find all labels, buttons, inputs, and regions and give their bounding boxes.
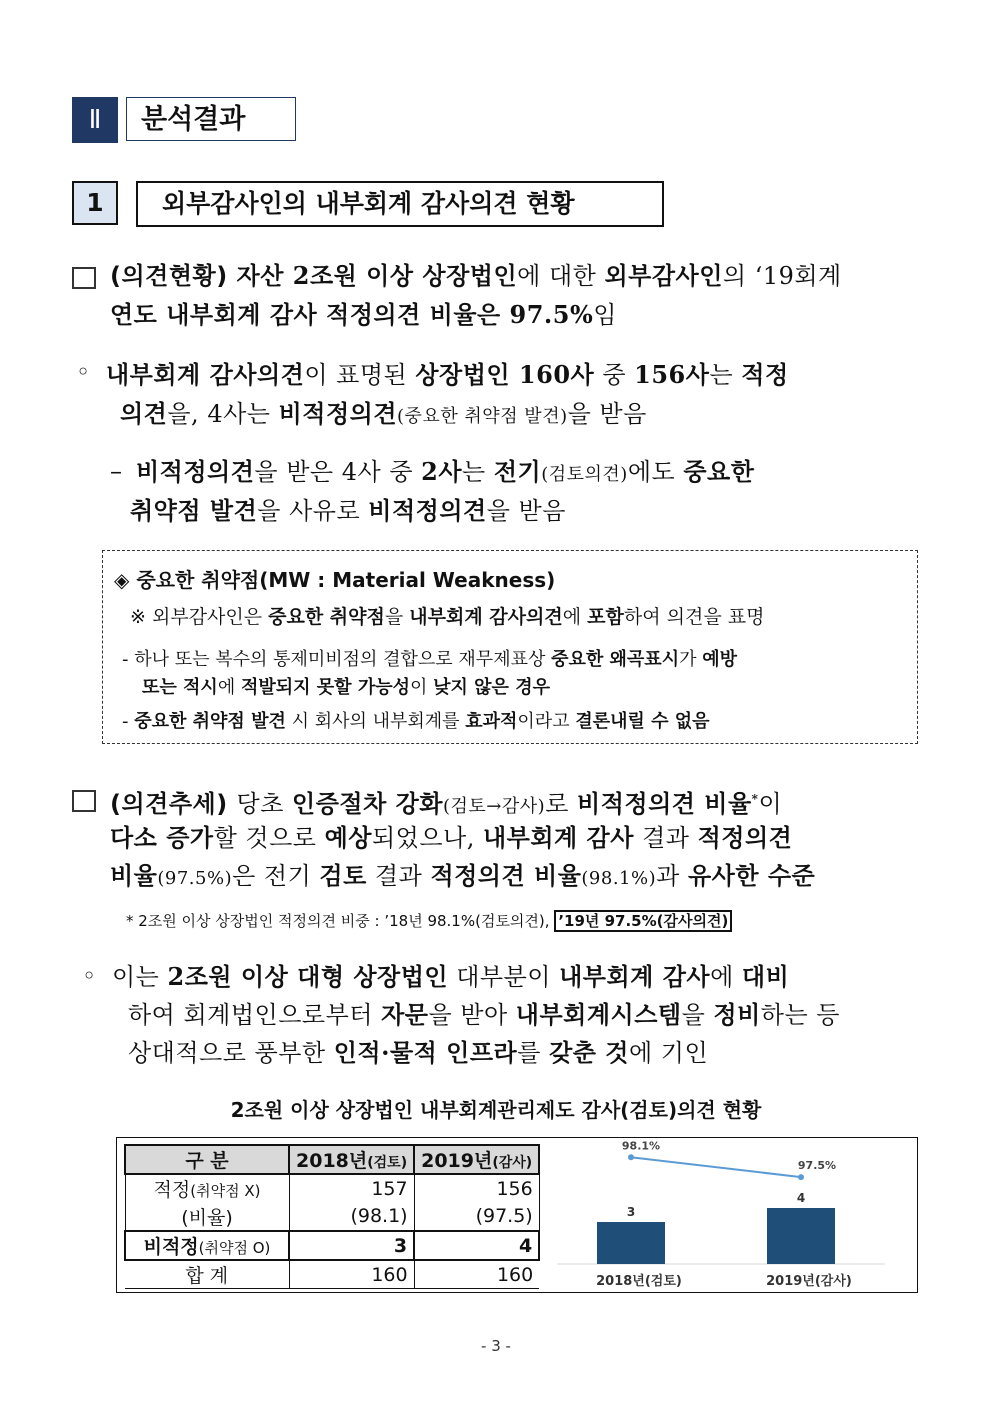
box-title: ◈ 중요한 취약점(MW : Material Weakness) <box>114 568 556 592</box>
p2-bullet: ◦ <box>76 358 91 386</box>
box-item2: - 중요한 취약점 발견 시 회사의 내부회계를 효과적이라고 결론내릴 수 없음 <box>122 711 710 732</box>
cell: 4 <box>414 1231 539 1260</box>
square-bullet-icon <box>72 790 96 812</box>
header-label: 구 분 <box>125 1145 289 1174</box>
row-label-ratio: (비율) <box>125 1202 289 1231</box>
line-data-label: 98.1% <box>621 1140 661 1153</box>
opinion-table <box>124 1144 540 1289</box>
table-row <box>125 1202 539 1231</box>
line-point <box>798 1174 804 1180</box>
table-title: 2조원 이상 상장법인 내부회계관리제도 감사(검토)의견 현황 <box>230 1098 762 1122</box>
cell: (98.1) <box>289 1202 414 1231</box>
row-label-inappropriate: 비적정(취약점 O) <box>125 1231 289 1260</box>
subsection-title: 외부감사인의 내부회계 감사의견 현황 <box>136 181 664 227</box>
cell: 160 <box>414 1260 539 1289</box>
box-item1-line2: 또는 적시에 적발되지 못할 가능성이 낮지 않은 경우 <box>142 677 550 698</box>
row-label-appropriate: 적정(취약점 X) <box>125 1174 289 1202</box>
table-header-row <box>125 1145 539 1174</box>
p2-line1: 내부회계 감사의견이 표명된 상장법인 160사 중 156사는 적정 <box>106 360 789 389</box>
chart-line-series <box>631 1157 801 1177</box>
p2-line2: 의견을, 4사는 비적정의견(중요한 취약점 발견)을 받음 <box>120 399 647 428</box>
line-data-label: 97.5% <box>797 1159 837 1173</box>
p3-bullet: – <box>110 457 123 485</box>
p4-line2: 다소 증가할 것으로 예상되었으나, 내부회계 감사 결과 적정의견 <box>110 823 793 852</box>
chart-bar <box>597 1222 665 1264</box>
cell: (97.5) <box>414 1202 539 1231</box>
footnote: * 2조원 이상 상장법인 적정의견 비중 : ’18년 98.1%(검토의견), ’19년 97.5%(감사의견) <box>126 910 732 931</box>
p5-line3: 상대적으로 풍부한 인적·물적 인프라를 갖춘 것에 기인 <box>128 1038 709 1067</box>
header-2019: 2019년(감사) <box>414 1145 539 1174</box>
bar-data-label: 3 <box>626 1205 636 1219</box>
section-title: 분석결과 <box>126 97 296 141</box>
section-number: Ⅱ <box>72 97 118 143</box>
opinion-chart <box>525 1140 915 1290</box>
square-bullet-icon <box>72 267 96 289</box>
table-row <box>125 1260 539 1289</box>
p4-line1: (의견추세) 당초 인증절차 강화(검토→감사)로 비적정의견 비율*이 <box>110 789 783 818</box>
bar-data-label: 4 <box>796 1191 806 1205</box>
line-point <box>628 1154 634 1160</box>
box-item1-line1: - 하나 또는 복수의 통제미비점의 결합으로 재무제표상 중요한 왜곡표시가 예방 <box>122 649 737 670</box>
subsection-number: 1 <box>72 181 118 225</box>
x-tick-label: 2018년(검토) <box>596 1274 682 1289</box>
header-2018: 2018년(검토) <box>289 1145 414 1174</box>
p5-line2: 하여 회계법인으로부터 자문을 받아 내부회계시스템을 정비하는 등 <box>128 1000 840 1029</box>
p5-line1: 이는 2조원 이상 대형 상장법인 대부분이 내부회계 감사에 대비 <box>112 962 790 991</box>
table-row <box>125 1174 539 1202</box>
row-label-total: 합 계 <box>125 1260 289 1289</box>
p1-line1: (의견현황) 자산 2조원 이상 상장법인에 대한 외부감사인의 ‘19회계 <box>110 261 842 290</box>
box-note: ※ 외부감사인은 중요한 취약점을 내부회계 감사의견에 포함하여 의견을 표명 <box>130 606 765 628</box>
cell: 157 <box>289 1174 414 1202</box>
p3-line1: 비적정의견을 받은 4사 중 2사는 전기(검토의견)에도 중요한 <box>136 457 755 486</box>
p4-line3: 비율(97.5%)은 전기 검토 결과 적정의견 비율(98.1%)과 유사한 수준 <box>110 861 816 890</box>
cell: 156 <box>414 1174 539 1202</box>
p1-line2: 연도 내부회계 감사 적정의견 비율은 97.5%임 <box>110 300 617 329</box>
chart-bar <box>767 1208 835 1264</box>
table-row <box>125 1231 539 1260</box>
x-tick-label: 2019년(감사) <box>766 1274 852 1289</box>
cell: 3 <box>289 1231 414 1260</box>
p5-bullet: ◦ <box>82 962 97 990</box>
page-number: - 3 - <box>481 1337 511 1355</box>
p3-line2: 취약점 발견을 사유로 비적정의견을 받음 <box>130 496 566 525</box>
cell: 160 <box>289 1260 414 1289</box>
chart-marks <box>596 1140 852 1289</box>
